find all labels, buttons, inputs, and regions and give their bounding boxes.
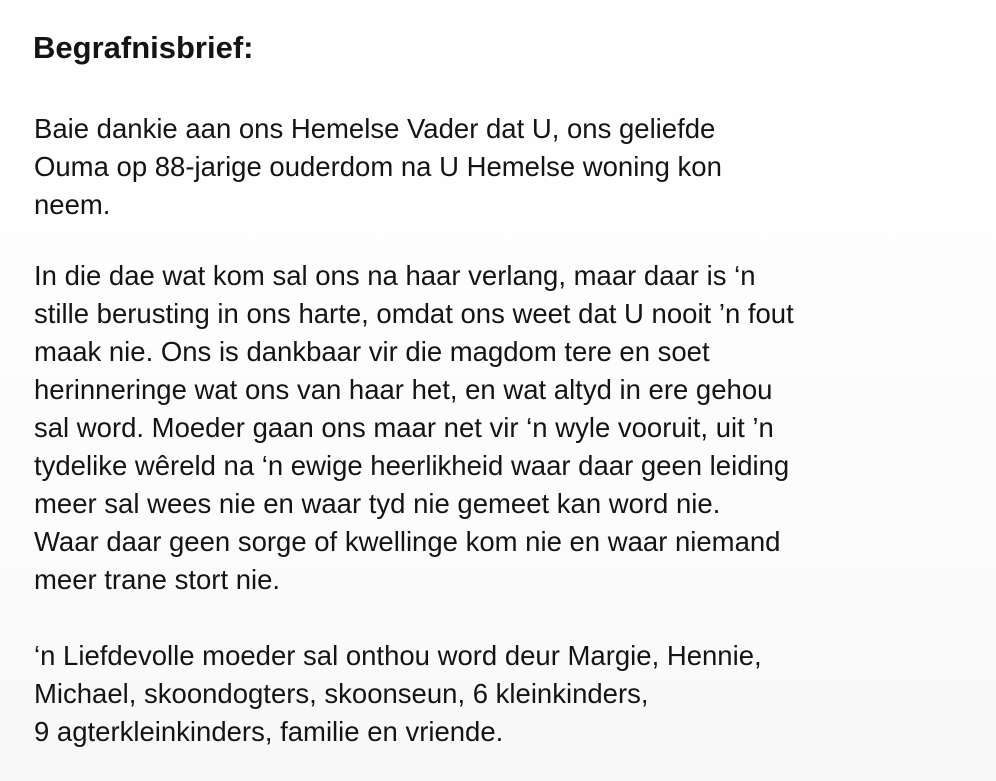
text-line: stille berusting in ons harte, omdat ons weet dat U nooit ’n fout bbox=[34, 298, 794, 329]
text-line: Michael, skoondogters, skoonseun, 6 kleinkinders, bbox=[34, 678, 649, 709]
text-line: In die dae wat kom sal ons na haar verlang, maar daar is ‘n bbox=[34, 260, 756, 291]
paragraph-survivors bbox=[34, 637, 762, 751]
text-line: meer trane stort nie. bbox=[34, 564, 281, 595]
text-line: maak nie. Ons is dankbaar vir die magdom tere en soet bbox=[34, 336, 710, 367]
text-line: tydelike wêreld na ‘n ewige heerlikheid waar daar geen leiding bbox=[34, 450, 790, 481]
text-line: herinneringe wat ons van haar het, en wat altyd in ere gehou bbox=[34, 374, 773, 405]
text-line: Baie dankie aan ons Hemelse Vader dat U, ons geliefde bbox=[34, 113, 716, 144]
document-title: Begrafnisbrief: bbox=[33, 30, 254, 65]
text-line: Ouma op 88-jarige ouderdom na U Hemelse woning kon bbox=[34, 151, 722, 182]
paragraph-thanks bbox=[34, 110, 722, 224]
text-line: meer sal wees nie en waar tyd nie gemeet kan word nie. bbox=[34, 488, 721, 519]
text-line: sal word. Moeder gaan ons maar net vir ‘n wyle vooruit, uit ’n bbox=[34, 412, 774, 443]
text-line: Waar daar geen sorge of kwellinge kom nie en waar niemand bbox=[34, 526, 781, 557]
text-line: 9 agterkleinkinders, familie en vriende. bbox=[34, 716, 504, 747]
text-line: ‘n Liefdevolle moeder sal onthou word deur Margie, Hennie, bbox=[34, 640, 762, 671]
text-line: neem. bbox=[34, 189, 111, 220]
paragraph-remembrance bbox=[34, 257, 794, 599]
